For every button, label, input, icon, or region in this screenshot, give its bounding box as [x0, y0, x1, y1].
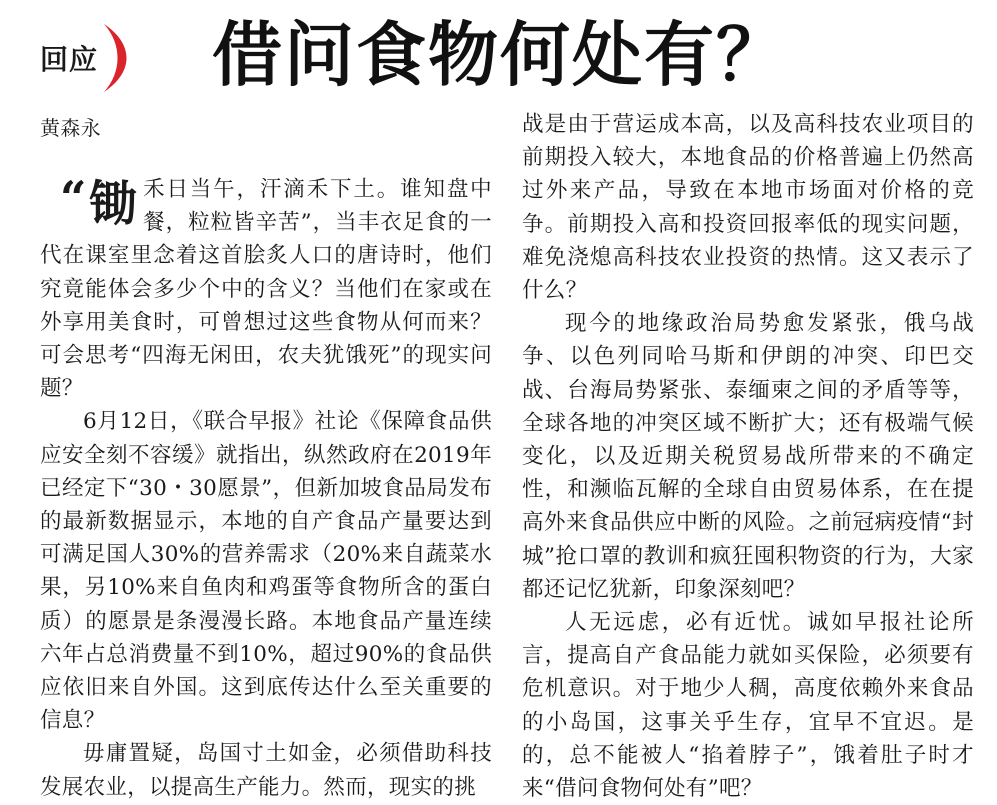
dropcap-quote: “: [60, 171, 87, 225]
section-tag-arc-icon: [100, 22, 134, 94]
headline: 借问食物何处有？: [212, 14, 788, 96]
right-column: [522, 108, 974, 805]
paragraph-1-text: 禾日当午，汗滴禾下土。谁知盘中餐，粒粒皆辛苦”，当丰衣足食的一代在课室里念着这首脍炙人口的唐诗时，他们究竟能体会多少个中的含义？当他们在家或在外享用美食时，可曾想过这些食物从何而来？可会思考“四海无闲田，农夫犹饿死”的现实问题？: [40, 177, 492, 402]
paragraph-4: 现今的地缘政治局势愈发紧张，俄乌战争、以色列同哈马斯和伊朗的冲突、印巴交战、台海局势紧张、泰缅柬之间的矛盾等等，全球各地的冲突区域不断扩大；还有极端气候变化，以及近期关税贸易战所带来的不确定性，和濒临瓦解的全球自由贸易体系，在在提高外来食品供应中断的风险。之前冠病疫情“封城”抢口罩的教训和疯狂囤积物资的行为，大家都还记忆犹新，印象深刻吧？: [522, 311, 974, 602]
section-tag: 回应: [40, 43, 99, 76]
paragraph-3: 毋庸置疑，岛国寸土如金，必须借助科技发展农业，以提高生产能力。然而，现实的挑: [40, 741, 492, 800]
left-column: [40, 112, 492, 804]
paragraph-3-continued: 战是由于营运成本高，以及高科技农业项目的前期投入较大，本地食品的价格普遍上仍然高过外来产品，导致在本地市场面对价格的竞争。前期投入高和投资回报率低的现实问题，难免浇熄高科技农业投资的热情。这又表示了什么？: [522, 112, 974, 304]
paragraph-2: 6月12日，《联合早报》社论《保障食品供应安全刻不容缓》就指出，纵然政府在2019年已经定下“30・30愿景”，但新加坡食品局发布的最新数据显示，本地的自产食品产量要达到可满足国人30%的营养需求（20%来自蔬菜水果，另10%来自鱼肉和鸡蛋等食物所含的蛋白质）的愿景是条漫漫长路。本地食品产量连续六年占总消费量不到10%，超过90%的食品供应依旧来自外国。这到底传达什么至关重要的信息？: [40, 409, 492, 734]
paragraph-5: 人无远虑，必有近忧。诚如早报社论所言，提高自产食品能力就如买保险，必须要有危机意识。对于地少人稠，高度依赖外来食品的小岛国，这事关乎生存，宜早不宜迟。是的，总不能被人“掐着脖子”，饿着肚子时才来“借问食物何处有”吧？: [522, 610, 974, 802]
dropcap-char: 锄: [88, 176, 138, 232]
article-header: [0, 0, 997, 110]
dropcap: [60, 171, 138, 237]
paragraph-1: [40, 173, 492, 405]
byline: 黄森永: [40, 116, 101, 140]
